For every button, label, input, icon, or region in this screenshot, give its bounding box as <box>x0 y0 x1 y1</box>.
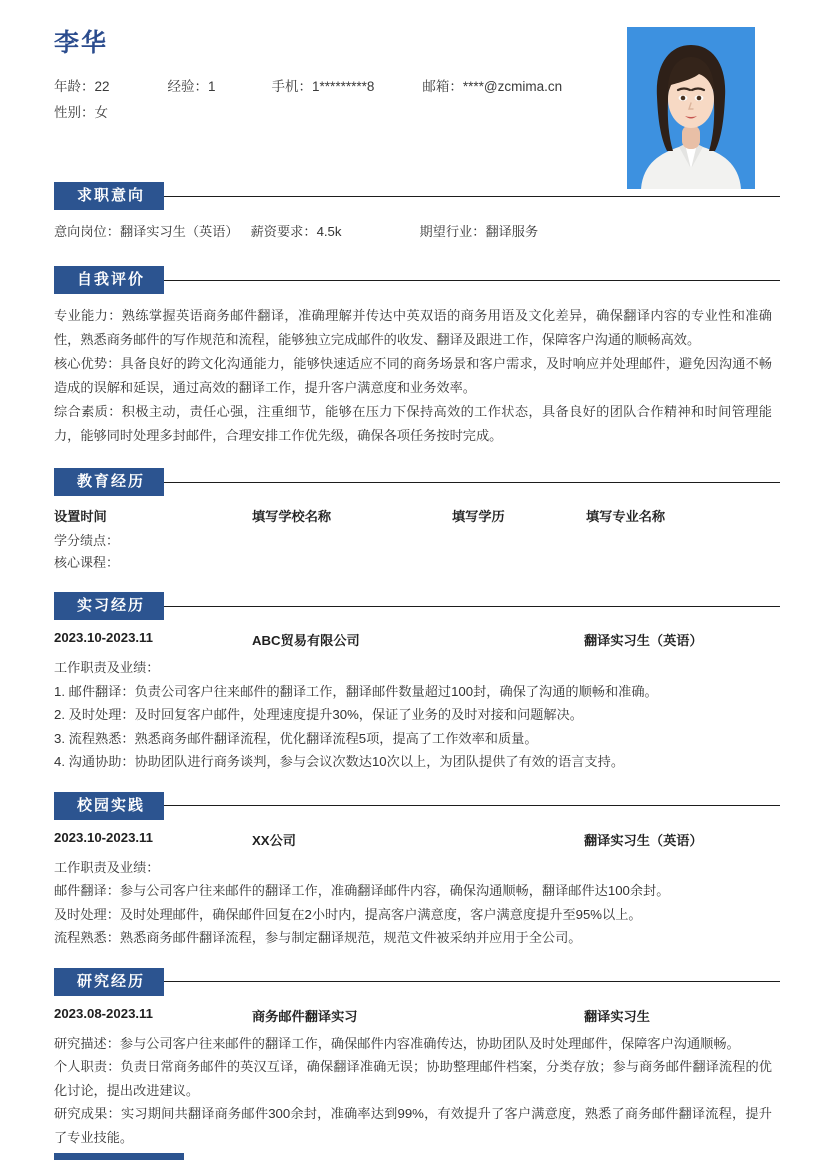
education-col-time: 设置时间 <box>54 509 107 524</box>
field-experience-value: 1 <box>208 79 216 94</box>
section-header-self-evaluation <box>54 266 780 294</box>
job-intent-row <box>54 220 780 244</box>
field-gender-value: 女 <box>94 105 108 120</box>
section-self-evaluation <box>40 266 780 448</box>
internship-role: 翻译实习生（英语） <box>584 633 703 648</box>
field-phone <box>272 74 375 100</box>
internship-date: 2023.10-2023.11 <box>54 630 154 645</box>
intent-industry-label: 期望行业： <box>419 224 486 239</box>
internship-line: 2. 及时处理：及时回复客户邮件，处理速度提升30%，保证了业务的及时对接和问题解决。 <box>54 707 583 722</box>
next-section-banner-cutoff <box>54 1153 184 1160</box>
intent-position-value: 翻译实习生（英语） <box>119 224 239 239</box>
research-body <box>54 1032 772 1150</box>
field-age-value: 22 <box>94 79 110 94</box>
field-experience-label: 经验： <box>167 79 209 94</box>
section-title-job-intent: 求职意向 <box>54 182 164 210</box>
education-col-degree: 填写学历 <box>452 509 505 524</box>
field-gender <box>54 100 108 126</box>
internship-body <box>54 656 772 774</box>
section-research <box>40 968 780 1150</box>
education-col-school: 填写学校名称 <box>252 509 332 524</box>
internship-organization: ABC贸易有限公司 <box>252 633 360 648</box>
section-rule <box>164 805 780 806</box>
resume-header <box>40 0 780 180</box>
field-age-label: 年龄： <box>54 79 95 94</box>
section-rule <box>164 482 780 483</box>
intent-industry-value: 翻译服务 <box>485 224 539 239</box>
research-entry-header <box>54 1006 780 1030</box>
self-evaluation-paragraph: 综合素质：积极主动，责任心强，注重细节，能够在压力下保持高效的工作状态，具备良好的团队合作精神和时间管理能力，能够同时处理多封邮件，合理安排工作优先级，确保各项任务按时完成。 <box>54 404 772 443</box>
section-title-education: 教育经历 <box>54 468 164 496</box>
research-role: 翻译实习生 <box>584 1008 650 1024</box>
section-education <box>40 468 780 574</box>
research-line: 研究成果：实习期间共翻译商务邮件300余封，准确率达到99%，有效提升了客户满意度，熟悉了商务邮件翻译流程，提升了专业技能。 <box>54 1106 772 1145</box>
field-phone-label: 手机： <box>271 79 313 94</box>
research-project: 商务邮件翻译实习 <box>252 1008 358 1024</box>
section-title-self-evaluation: 自我评价 <box>54 266 164 294</box>
section-header-research <box>54 968 780 996</box>
campus-entry-header <box>54 830 780 854</box>
self-evaluation-paragraph: 专业能力：熟练掌握英语商务邮件翻译，准确理解并传达中英双语的商务用语及文化差异，确保翻译内容的专业性和准确性，熟悉商务邮件的写作规范和流程，能够独立完成邮件的收发、翻译及跟进工作，保障客户沟通的顺畅高效。 <box>54 308 772 347</box>
campus-line: 工作职责及业绩： <box>54 859 160 875</box>
section-internship <box>40 592 780 774</box>
self-evaluation-paragraph: 核心优势：具备良好的跨文化沟通能力，能够快速适应不同的商务场景和客户需求，及时响应并处理邮件，避免因沟通不畅造成的误解和延误，通过高效的翻译工作，提升客户满意度和业务效率。 <box>54 356 772 395</box>
internship-line: 1. 邮件翻译：负责公司客户往来邮件的翻译工作，翻译邮件数量超过100封，确保了沟通的顺畅和准确。 <box>54 683 658 699</box>
section-title-internship: 实习经历 <box>54 592 164 620</box>
education-col-major: 填写专业名称 <box>586 509 666 524</box>
intent-position-label: 意向岗位： <box>54 224 120 239</box>
research-date: 2023.08-2023.11 <box>54 1005 154 1021</box>
section-rule <box>164 606 780 607</box>
campus-organization: XX公司 <box>252 832 296 848</box>
section-title-research: 研究经历 <box>54 968 164 996</box>
section-rule <box>164 196 780 197</box>
section-campus-practice <box>40 792 780 950</box>
section-header-education <box>54 468 780 496</box>
field-email-label: 邮箱： <box>422 79 463 94</box>
section-rule <box>164 280 780 281</box>
campus-line: 邮件翻译：参与公司客户往来邮件的翻译工作，准确翻译邮件内容，确保沟通顺畅，翻译邮件达100余封。 <box>54 883 670 898</box>
field-gender-label: 性别： <box>54 105 95 120</box>
section-rule <box>164 981 780 982</box>
intent-salary-value: 4.5k <box>316 224 342 239</box>
education-detail-courses: 核心课程： <box>54 555 120 570</box>
internship-line: 工作职责及业绩： <box>54 660 160 675</box>
spacer <box>239 220 251 244</box>
education-detail-gpa: 学分绩点： <box>54 533 120 548</box>
photo-illustration <box>627 27 755 189</box>
candidate-name: 李华 <box>54 29 109 57</box>
education-column-headers <box>54 506 780 530</box>
spacer <box>342 220 420 244</box>
research-line: 研究描述：参与公司客户往来邮件的翻译工作，确保邮件内容准确传达，协助团队及时处理邮件，保障客户沟通顺畅。 <box>54 1035 740 1051</box>
field-email-value: ****@zcmima.cn <box>462 79 563 94</box>
campus-line: 流程熟悉：熟悉商务邮件翻译流程，参与制定翻译规范，规范文件被采纳并应用于全公司。 <box>54 930 582 945</box>
section-header-job-intent <box>54 182 780 210</box>
intent-salary-label: 薪资要求： <box>250 224 317 239</box>
field-phone-value: 1*********8 <box>312 79 375 94</box>
campus-line: 及时处理：及时处理邮件，确保邮件回复在2小时内，提高客户满意度，客户满意度提升至95%以上。 <box>54 906 642 922</box>
section-header-internship <box>54 592 780 620</box>
field-experience <box>168 74 216 100</box>
internship-entry-header <box>54 630 780 654</box>
campus-body <box>54 856 772 950</box>
campus-date: 2023.10-2023.11 <box>54 829 154 845</box>
field-age <box>54 74 110 100</box>
campus-role: 翻译实习生（英语） <box>584 832 703 848</box>
section-title-campus-practice: 校园实践 <box>54 792 164 820</box>
section-header-campus-practice <box>54 792 780 820</box>
section-job-intent <box>40 182 780 244</box>
research-line: 个人职责：负责日常商务邮件的英汉互译，确保翻译准确无误；协助整理邮件档案，分类存放；参与商务邮件翻译流程的优化讨论，提出改进建议。 <box>54 1059 772 1098</box>
candidate-photo <box>627 27 755 189</box>
internship-line: 4. 沟通协助：协助团队进行商务谈判，参与会议次数达10次以上，为团队提供了有效的语言支持。 <box>54 754 625 769</box>
self-evaluation-body <box>54 304 772 448</box>
internship-line: 3. 流程熟悉：熟悉商务邮件翻译流程，优化翻译流程5项，提高了工作效率和质量。 <box>54 730 538 746</box>
field-email <box>422 74 562 100</box>
